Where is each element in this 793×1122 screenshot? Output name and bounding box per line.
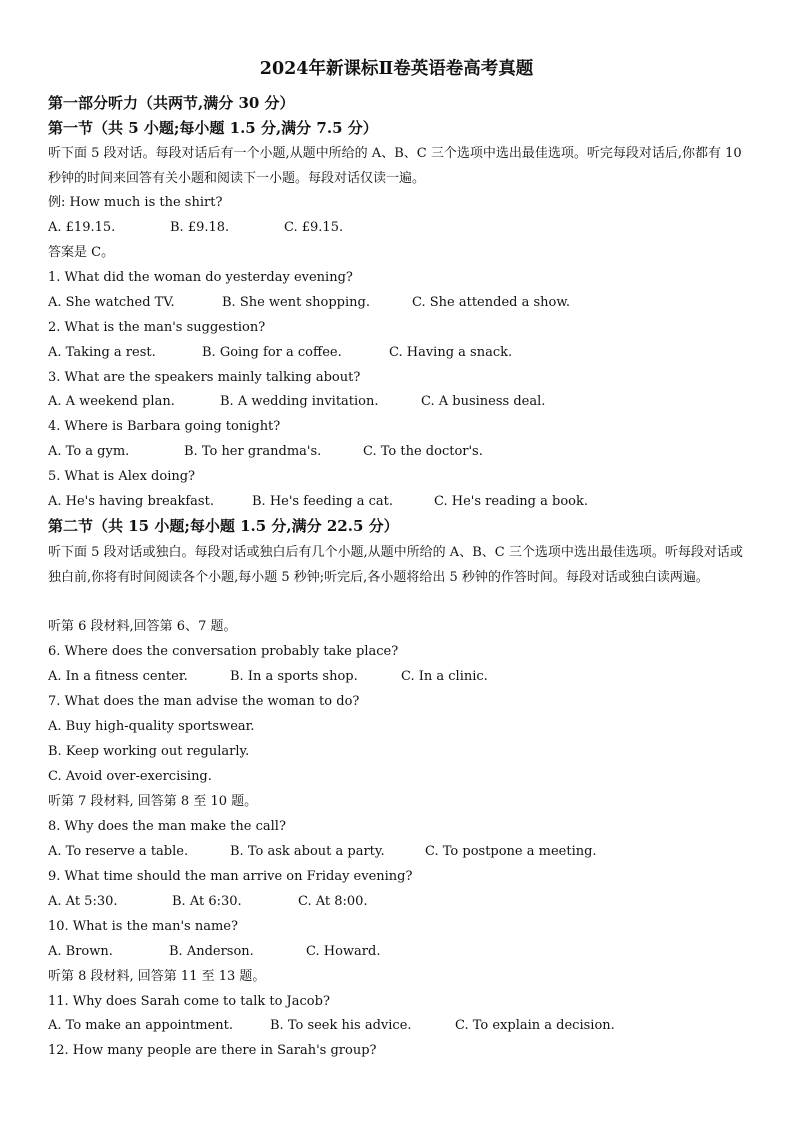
option-b: B. At 6:30. (172, 894, 242, 909)
section2-heading: 第二节（共 15 小题;每小题 1.5 分,满分 22.5 分） (48, 517, 399, 535)
option-b: B. To ask about a party. (230, 844, 385, 859)
question-5: 5. What is Alex doing? (48, 469, 196, 484)
option-c: C. To postpone a meeting. (425, 844, 597, 859)
question-11: 11. Why does Sarah come to talk to Jacob? (48, 994, 330, 1009)
material-8-note: 听第 8 段材料, 回答第 11 至 13 题。 (48, 969, 266, 984)
option-c: C. At 8:00. (298, 894, 368, 909)
part1-heading: 第一部分听力（共两节,满分 30 分） (48, 94, 295, 112)
option-a: A. She watched TV. (48, 295, 175, 310)
option-c: C. To explain a decision. (455, 1018, 615, 1033)
question-3: 3. What are the speakers mainly talking about? (48, 370, 361, 385)
page-title: 2024年新课标Ⅱ卷英语卷高考真题 (259, 59, 534, 79)
question-7-option-b: B. Keep working out regularly. (48, 744, 250, 759)
option-b: B. To her grandma's. (184, 444, 322, 459)
material-6-note: 听第 6 段材料,回答第 6、7 题。 (48, 619, 237, 634)
example-answer: 答案是 C。 (48, 245, 115, 260)
option-a: A. £19.15. (48, 220, 116, 235)
option-c: C. £9.15. (284, 220, 344, 235)
option-c: C. She attended a show. (412, 295, 571, 310)
option-c: C. In a clinic. (401, 669, 488, 684)
option-c: C. He's reading a book. (434, 494, 588, 509)
option-a: A. Taking a rest. (48, 345, 156, 360)
option-a: A. At 5:30. (48, 894, 118, 909)
option-b: B. A wedding invitation. (220, 394, 379, 409)
option-b: B. To seek his advice. (270, 1018, 412, 1033)
question-10: 10. What is the man's name? (48, 919, 238, 934)
question-12: 12. How many people are there in Sarah's group? (48, 1043, 377, 1058)
material-7-note: 听第 7 段材料, 回答第 8 至 10 题。 (48, 794, 258, 809)
section2-instructions: 听下面 5 段对话或独白。每段对话或独白后有几个小题,从题中所给的 A、B、C 三个选项中选出最佳选项。听每段对话或独白前,你将有时间阅读各个小题,每小题 5 秒钟;听完后,各小题将给出 5 秒钟的作答时间。每段对话或独白读两遍。 (48, 545, 743, 585)
option-b: B. Anderson. (169, 944, 254, 959)
option-a: A. Brown. (48, 944, 113, 959)
question-9: 9. What time should the man arrive on Friday evening? (48, 869, 413, 884)
option-b: B. He's feeding a cat. (252, 494, 394, 509)
option-a: A. To make an appointment. (48, 1018, 234, 1033)
option-b: B. In a sports shop. (230, 669, 358, 684)
option-a: A. He's having breakfast. (48, 494, 214, 509)
question-7-option-a: A. Buy high-quality sportswear. (48, 719, 255, 734)
question-4: 4. Where is Barbara going tonight? (48, 419, 281, 434)
option-c: C. Having a snack. (389, 345, 513, 360)
option-c: C. Howard. (306, 944, 381, 959)
question-1: 1. What did the woman do yesterday evening? (48, 270, 353, 285)
option-a: A. To reserve a table. (48, 844, 189, 859)
option-b: B. Going for a coffee. (202, 345, 342, 360)
option-b: B. She went shopping. (222, 295, 370, 310)
question-2: 2. What is the man's suggestion? (48, 320, 266, 335)
question-8: 8. Why does the man make the call? (48, 819, 286, 834)
option-a: A. A weekend plan. (48, 394, 175, 409)
option-a: A. In a fitness center. (48, 669, 188, 684)
question-6: 6. Where does the conversation probably take place? (48, 644, 399, 659)
question-7: 7. What does the man advise the woman to do? (48, 694, 360, 709)
example-question: 例: How much is the shirt? (48, 195, 223, 210)
option-c: C. To the doctor's. (363, 444, 483, 459)
option-c: C. A business deal. (421, 394, 546, 409)
section1-heading: 第一节（共 5 小题;每小题 1.5 分,满分 7.5 分） (48, 119, 378, 137)
option-a: A. To a gym. (48, 444, 130, 459)
option-b: B. £9.18. (170, 220, 230, 235)
question-7-option-c: C. Avoid over-exercising. (48, 769, 212, 784)
section1-instructions: 听下面 5 段对话。每段对话后有一个小题,从题中所给的 A、B、C 三个选项中选出最佳选项。听完每段对话后,你都有 10 秒钟的时间来回答有关小题和阅读下一小题。每段对话仅读一遍。 (48, 146, 742, 186)
